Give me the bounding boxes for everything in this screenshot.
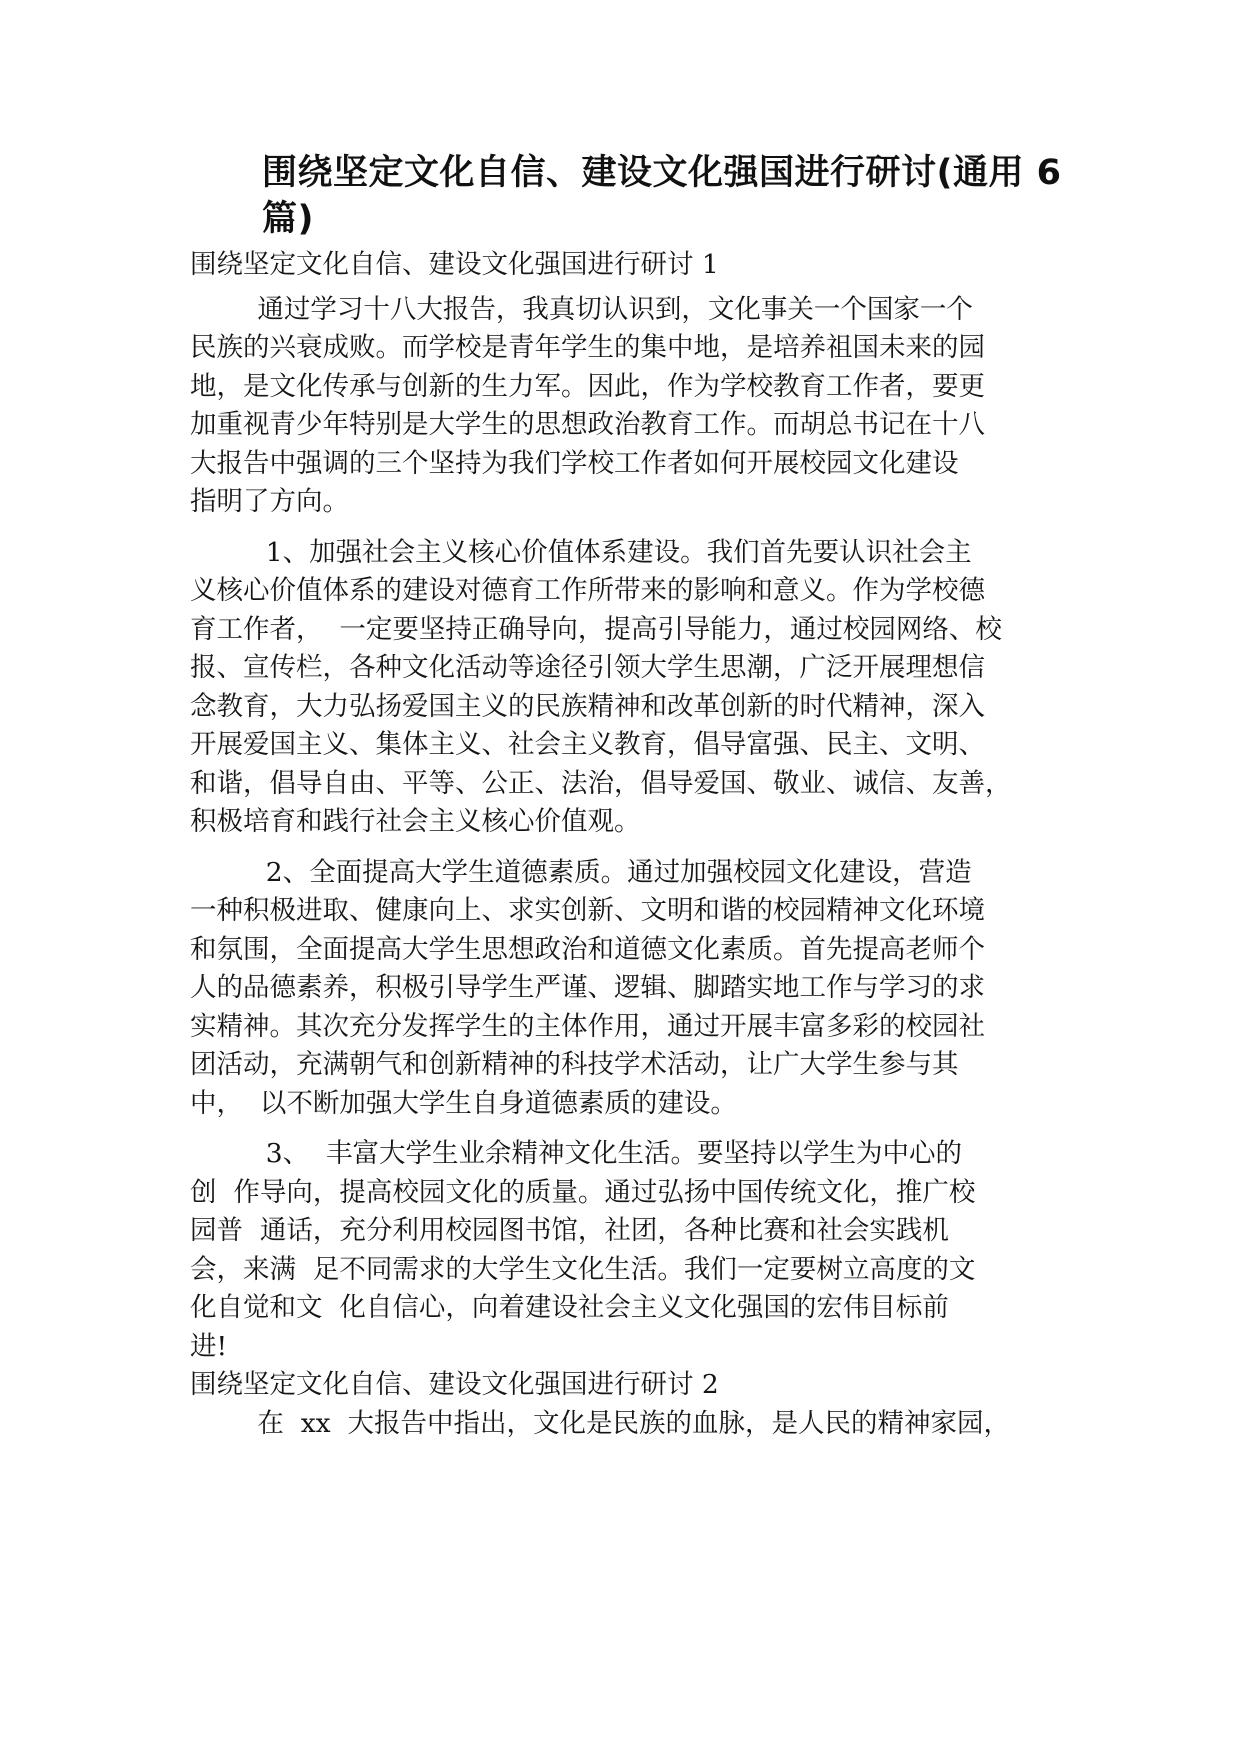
paragraph-line: 育工作者， 一定要坚持正确导向，提高引导能力，通过校园网络、校: [190, 613, 1002, 645]
paragraph-line: 民族的兴衰成败。而学校是青年学生的集中地，是培养祖国未来的园: [190, 332, 985, 363]
section-1-intro-paragraph: [190, 291, 1060, 522]
paragraph-line: 地，是文化传承与创新的生力军。因此，作为学校教育工作者，要更: [190, 370, 985, 402]
paragraph-line: 3、 丰富大学生业余精神文化生活。要坚持以学生为中心的: [190, 1138, 963, 1169]
paragraph-line: 人的品德素养，积极引导学生严谨、逻辑、脚踏实地工作与学习的求: [190, 972, 985, 1003]
section-1-point-3-paragraph: [190, 1135, 1060, 1366]
paragraph-line: 开展爱国主义、集体主义、社会主义教育，倡导富强、民主、文明、: [190, 729, 985, 760]
section-2-intro-paragraph: [190, 1405, 1060, 1444]
document-title: [262, 150, 1062, 242]
paragraph-line: 在 xx 大报告中指出，文化是民族的血脉，是人民的精神家园，: [190, 1407, 1010, 1439]
paragraph-line: 1、加强社会主义核心价值体系建设。我们首先要认识社会主: [190, 536, 972, 568]
section-1-heading: 围绕坚定文化自信、建设文化强国进行研讨 1: [190, 249, 719, 280]
paragraph-line: 2、全面提高大学生道德素质。通过加强校园文化建设，营造: [190, 856, 972, 888]
paragraph-line: 念教育，大力弘扬爱国主义的民族精神和改革创新的时代精神，深入: [190, 690, 985, 722]
paragraph-line: 一种积极进取、健康向上、求实创新、文明和谐的校园精神文化环境: [190, 895, 985, 926]
section-1-point-1-paragraph: [190, 534, 1060, 842]
paragraph-line: 通过学习十八大报告，我真切认识到，文化事关一个国家一个: [190, 293, 973, 325]
paragraph-line: 积极培育和践行社会主义核心价值观。: [190, 806, 641, 837]
paragraph-line: 指明了方向。: [190, 486, 349, 517]
paragraph-line: 和氛围，全面提高大学生思想政治和道德文化素质。首先提高老师个: [190, 933, 985, 965]
paragraph-line: 团活动，充满朝气和创新精神的科技学术活动，让广大学生参与其: [190, 1049, 959, 1080]
paragraph-line: 中， 以不断加强大学生自身道德素质的建设。: [190, 1087, 737, 1119]
paragraph-line: 大报告中强调的三个坚持为我们学校工作者如何开展校园文化建设: [190, 447, 959, 479]
title-line-1: 围绕坚定文化自信、建设文化强国进行研讨(通用 6: [262, 153, 1062, 193]
paragraph-line: 报、宣传栏，各种文化活动等途径引领大学生思潮，广泛开展理想信: [190, 652, 985, 683]
section-2-heading: 围绕坚定文化自信、建设文化强国进行研讨 2: [190, 1369, 719, 1400]
section-1-point-2-paragraph: [190, 854, 1060, 1124]
paragraph-line: 义核心价值体系的建设对德育工作所带来的影响和意义。作为学校德: [190, 575, 985, 606]
paragraph-line: 园普 通话，充分利用校园图书馆，社团，各种比赛和社会实践机: [190, 1215, 949, 1246]
paragraph-line: 会，来满 足不同需求的大学生文化生活。我们一定要树立高度的文: [190, 1253, 976, 1285]
paragraph-line: 和谐，倡导自由、平等、公正、法治，倡导爱国、敬业、诚信、友善，: [190, 767, 1012, 799]
paragraph-line: 进!: [190, 1330, 228, 1362]
title-line-2: 篇): [262, 199, 314, 239]
document-body: [190, 246, 1060, 1443]
paragraph-line: 创 作导向，提高校园文化的质量。通过弘扬中国传统文化，推广校: [190, 1176, 976, 1208]
paragraph-line: 加重视青少年特别是大学生的思想政治教育工作。而胡总书记在十八: [190, 409, 985, 440]
paragraph-line: 实精神。其次充分发挥学生的主体作用，通过开展丰富多彩的校园社: [190, 1010, 985, 1042]
paragraph-line: 化自觉和文 化自信心，向着建设社会主义文化强国的宏伟目标前: [190, 1292, 949, 1323]
